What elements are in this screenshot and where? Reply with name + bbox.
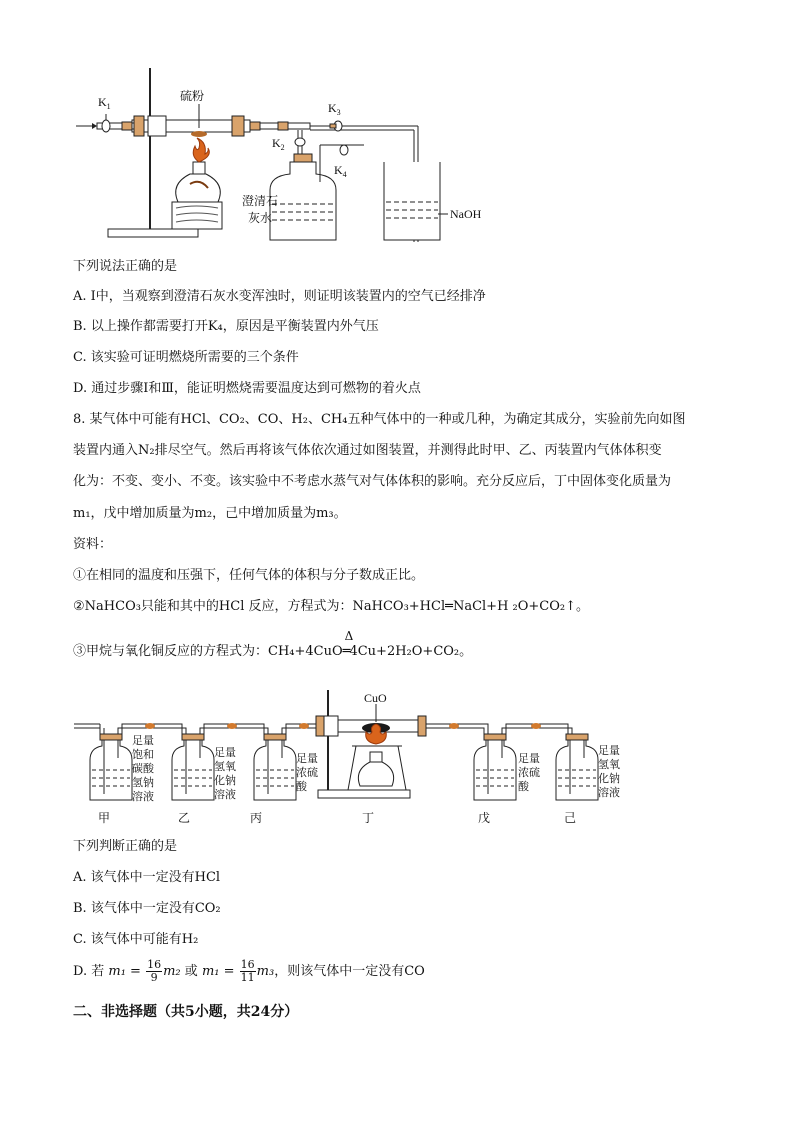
label-yi: 乙	[178, 811, 191, 825]
bottle-wu	[474, 734, 516, 800]
q8-option-d: D. 若 m₁ = $\frac{16}{9}$ m₂ 或 m₁ = $\frac{16}{11}$ m₃，则该气体中一定没有CO	[73, 958, 425, 984]
label-sulfur: 硫粉	[180, 89, 205, 103]
label-k1: $K_1$	[98, 95, 111, 111]
q8-option-a: A. 该气体中一定没有HCl	[73, 870, 221, 885]
bing-content-1: 足量	[296, 753, 318, 765]
q7-stem: 下列说法正确的是	[73, 259, 178, 274]
q8-stem-line-3: 化为：不变、变小、不变。该实验中不考虑水蒸气对气体体积的影响。充分反应后，丁中固体变化质量为	[73, 474, 672, 489]
bing-content-3: 酸	[296, 781, 307, 793]
alcohol-lamp	[176, 174, 221, 202]
flame	[193, 138, 209, 162]
jia-content-2: 饱和	[132, 749, 154, 761]
valve-k4-icon[interactable]	[340, 145, 348, 155]
yi-content-4: 溶液	[214, 789, 236, 801]
q8-info-2: ②NaHCO₃只能和其中的HCl 反应，方程式为：NaHCO₃+HCl═NaCl+H ₂O+CO₂↑。	[73, 599, 590, 614]
label-limewater: 澄清石	[242, 194, 279, 208]
jia-content-5: 溶液	[132, 791, 154, 803]
label-ji: 己	[564, 811, 577, 825]
wu-content-3: 酸	[518, 781, 529, 793]
q8-stem-line-4: m₁，戊中增加质量为m₂，己中增加质量为m₃。	[73, 506, 347, 521]
naoh-beaker	[384, 162, 440, 240]
wu-content-2: 浓硫	[518, 767, 540, 779]
jia-content-4: 氢钠	[132, 777, 154, 789]
ji-content-3: 化钠	[598, 773, 620, 785]
section-2-heading: 二、非选择题（共5小题，共24分）	[73, 1004, 299, 1020]
limewater-bottle	[270, 162, 336, 240]
label-k3: $K_3$	[328, 101, 341, 117]
valve-k2-icon[interactable]	[295, 138, 305, 146]
valve-k1-icon[interactable]	[102, 120, 110, 132]
jia-content-3: 碳酸	[132, 763, 154, 775]
label-wu: 戊	[478, 811, 491, 825]
yi-content-2: 氢氧	[214, 761, 236, 773]
fraction-16-9: $\frac{16}{9}$	[147, 958, 162, 984]
q8-info-3-left: ③甲烷与氧化铜反应的方程式为：CH₄+4CuO	[73, 644, 343, 659]
bottle-ji	[556, 734, 598, 800]
label-bing: 丙	[250, 811, 263, 825]
ji-content-4: 溶液	[598, 787, 620, 799]
label-cuo: CuO	[364, 691, 387, 705]
ji-content-2: 氢氧	[598, 759, 620, 771]
q8-info-1: ①在相同的温度和压强下，任何气体的体积与分子数成正比。	[73, 568, 425, 583]
label-limewater-2: 灰水	[248, 211, 273, 225]
q8-stem-line-2: 装置内通入N₂排尽空气。然后再将该气体依次通过如图装置，并测得此时甲、乙、丙装置内气体体积变	[73, 443, 662, 458]
q8-info-3-right: 4Cu+2H₂O+CO₂。	[349, 644, 473, 659]
delta-symbol: Δ	[344, 629, 354, 643]
q8-option-c: C. 该气体中可能有H₂	[73, 932, 199, 947]
heating-setup-ding	[316, 690, 426, 798]
q7-option-a: A. Ⅰ中，当观察到澄清石灰水变浑浊时，则证明该装置内的空气已经排净	[73, 289, 486, 304]
q8-info-title: 资料：	[73, 537, 113, 552]
label-k2: $K_2$	[272, 136, 285, 152]
ji-content-1: 足量	[598, 745, 620, 757]
q7-option-d: D. 通过步骤Ⅰ和Ⅲ，能证明燃烧需要温度达到可燃物的着火点	[73, 381, 421, 396]
label-k4: $K_4$	[334, 163, 347, 179]
q8-stem-line-1: 8. 某气体中可能有HCl、CO₂、CO、H₂、CH₄五种气体中的一种或几种，为确定其成分，实验前先向如图	[73, 412, 686, 427]
gas-analysis-apparatus-diagram	[70, 686, 630, 828]
label-naoh: NaOH	[450, 207, 482, 221]
bottle-bing	[254, 734, 296, 800]
bottle-jia	[90, 734, 132, 800]
yi-content-3: 化钠	[214, 775, 236, 787]
sulfur-powder	[191, 131, 207, 137]
bottle-yi	[172, 734, 214, 800]
stand-base	[108, 229, 198, 237]
combustion-apparatus-diagram	[72, 62, 512, 247]
q8-option-b: B. 该气体中一定没有CO₂	[73, 901, 221, 916]
bing-content-2: 浓硫	[296, 767, 318, 779]
label-ding: 丁	[362, 811, 375, 825]
yi-content-1: 足量	[214, 747, 236, 759]
wu-content-1: 足量	[518, 753, 540, 765]
q8-info-3: ③甲烷与氧化铜反应的方程式为：CH₄+4CuO Δ ═4Cu+2H₂O+CO₂。	[73, 629, 473, 659]
label-jia: 甲	[98, 811, 111, 825]
q7-option-b: B. 以上操作都需要打开K₄，原因是平衡装置内外气压	[73, 319, 379, 334]
q8-stem-2: 下列判断正确的是	[73, 839, 178, 854]
fraction-16-11: $\frac{16}{11}$	[240, 958, 255, 984]
jia-content-1: 足量	[132, 735, 154, 747]
q7-option-c: C. 该实验可证明燃烧所需要的三个条件	[73, 350, 299, 365]
